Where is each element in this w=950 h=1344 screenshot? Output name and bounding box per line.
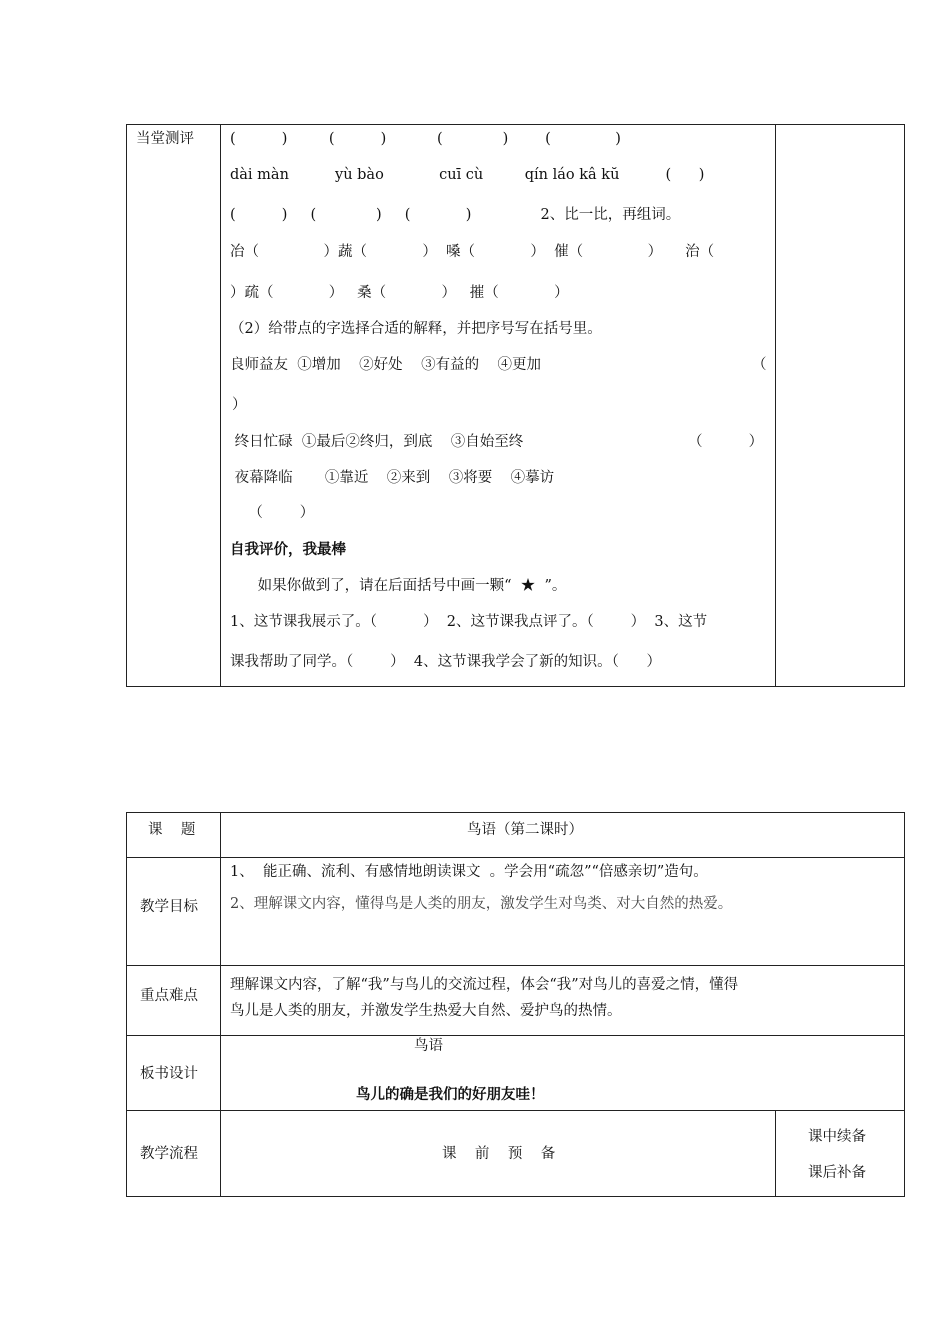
board-slogan: 鸟儿的确是我们的好朋友哇！: [356, 1087, 545, 1103]
self-evaluation-line-2: 课我帮助了同学。（ ） 4、这节课我学会了新的知识。（ ）: [230, 654, 661, 670]
blank-row-1: ( ) ( ) ( ) ( ): [230, 131, 621, 147]
idiom-3-paren: （ ）: [230, 505, 315, 521]
idiom-1-paren-open: （: [752, 357, 767, 373]
topic-label: 课 题: [148, 822, 196, 838]
table2-row-sep-2: [126, 965, 905, 966]
table2-row-sep-3: [126, 1035, 905, 1036]
table1-divider-1: [220, 124, 221, 687]
board-title: 鸟语: [414, 1038, 443, 1054]
board-design-label: 板书设计: [140, 1066, 198, 1082]
self-evaluation-line-1: 1、这节课我展示了。（ ） 2、这节课我点评了。（ ） 3、这节: [230, 614, 708, 630]
table1-row-label: 当堂测评: [136, 131, 194, 147]
question-2-title: （2）给带点的字选择合适的解释，并把序号写在括号里。: [230, 321, 602, 337]
topic-value: 鸟语（第二课时）: [467, 822, 583, 838]
blank-row-2: ( ) ( ) ( ) 2、比一比，再组词。: [230, 207, 681, 223]
self-evaluation-heading: 自我评价，我最棒: [230, 542, 346, 558]
table2-bottom-border: [126, 1196, 905, 1197]
table1-bottom-border: [126, 686, 905, 687]
goals-label: 教学目标: [140, 899, 198, 915]
table2-row-sep-4: [126, 1110, 905, 1111]
idiom-1: 良师益友 ①增加 ②好处 ③有益的 ④更加: [230, 357, 542, 373]
flow-after-class: 课后补备: [808, 1165, 866, 1181]
goal-2: 2、理解课文内容，懂得鸟是人类的朋友，激发学生对鸟类、对大自然的热爱。: [230, 896, 733, 912]
key-points-label: 重点难点: [140, 988, 198, 1004]
compare-row-2: ）疏（ ） 桑（ ） 摧（ ）: [230, 285, 569, 301]
idiom-1-paren-close: ）: [232, 397, 247, 413]
compare-row-1: 冶（ ）蔬（ ） 嗓（ ） 催（ ） 治（: [230, 244, 715, 260]
flow-label: 教学流程: [140, 1146, 198, 1162]
table2-divider: [220, 812, 221, 1197]
idiom-2-paren: （ ）: [688, 434, 764, 450]
idiom-3: 夜幕降临 ①靠近 ②来到 ③将要 ④摹访: [230, 470, 555, 486]
idiom-2: 终日忙碌 ①最后②终归，到底 ③自始至终: [230, 434, 524, 450]
key-points-line-2: 鸟儿是人类的朋友，并激发学生热爱大自然、爱护鸟的热情。: [230, 1003, 622, 1019]
pinyin-row: dài màn yù bào cuī cù qín láo kâ kŭ ( ): [230, 167, 705, 183]
flow-in-class: 课中续备: [808, 1129, 866, 1145]
table2-flow-divider: [775, 1110, 776, 1197]
table2-left-border: [126, 812, 127, 1197]
table1-divider-2: [775, 124, 776, 687]
self-evaluation-instruction: 如果你做到了，请在后面括号中画一颗“ ★ ”。: [230, 578, 567, 594]
table2-right-border: [904, 812, 905, 1197]
key-points-line-1: 理解课文内容，了解“我”与鸟儿的交流过程，体会“我”对鸟儿的喜爱之情，懂得: [230, 977, 739, 993]
goal-1: 1、 能正确、流利、有感情地朗读课文 。学会用“疏忽”“倍感亲切”造句。: [230, 864, 708, 880]
table1-right-border: [904, 124, 905, 687]
table2-row-sep-1: [126, 857, 905, 858]
flow-pre-class: 课 前 预 备: [442, 1146, 556, 1162]
table2-top-border: [126, 812, 905, 813]
table1-top-border: [126, 124, 905, 125]
table1-left-border: [126, 124, 127, 687]
